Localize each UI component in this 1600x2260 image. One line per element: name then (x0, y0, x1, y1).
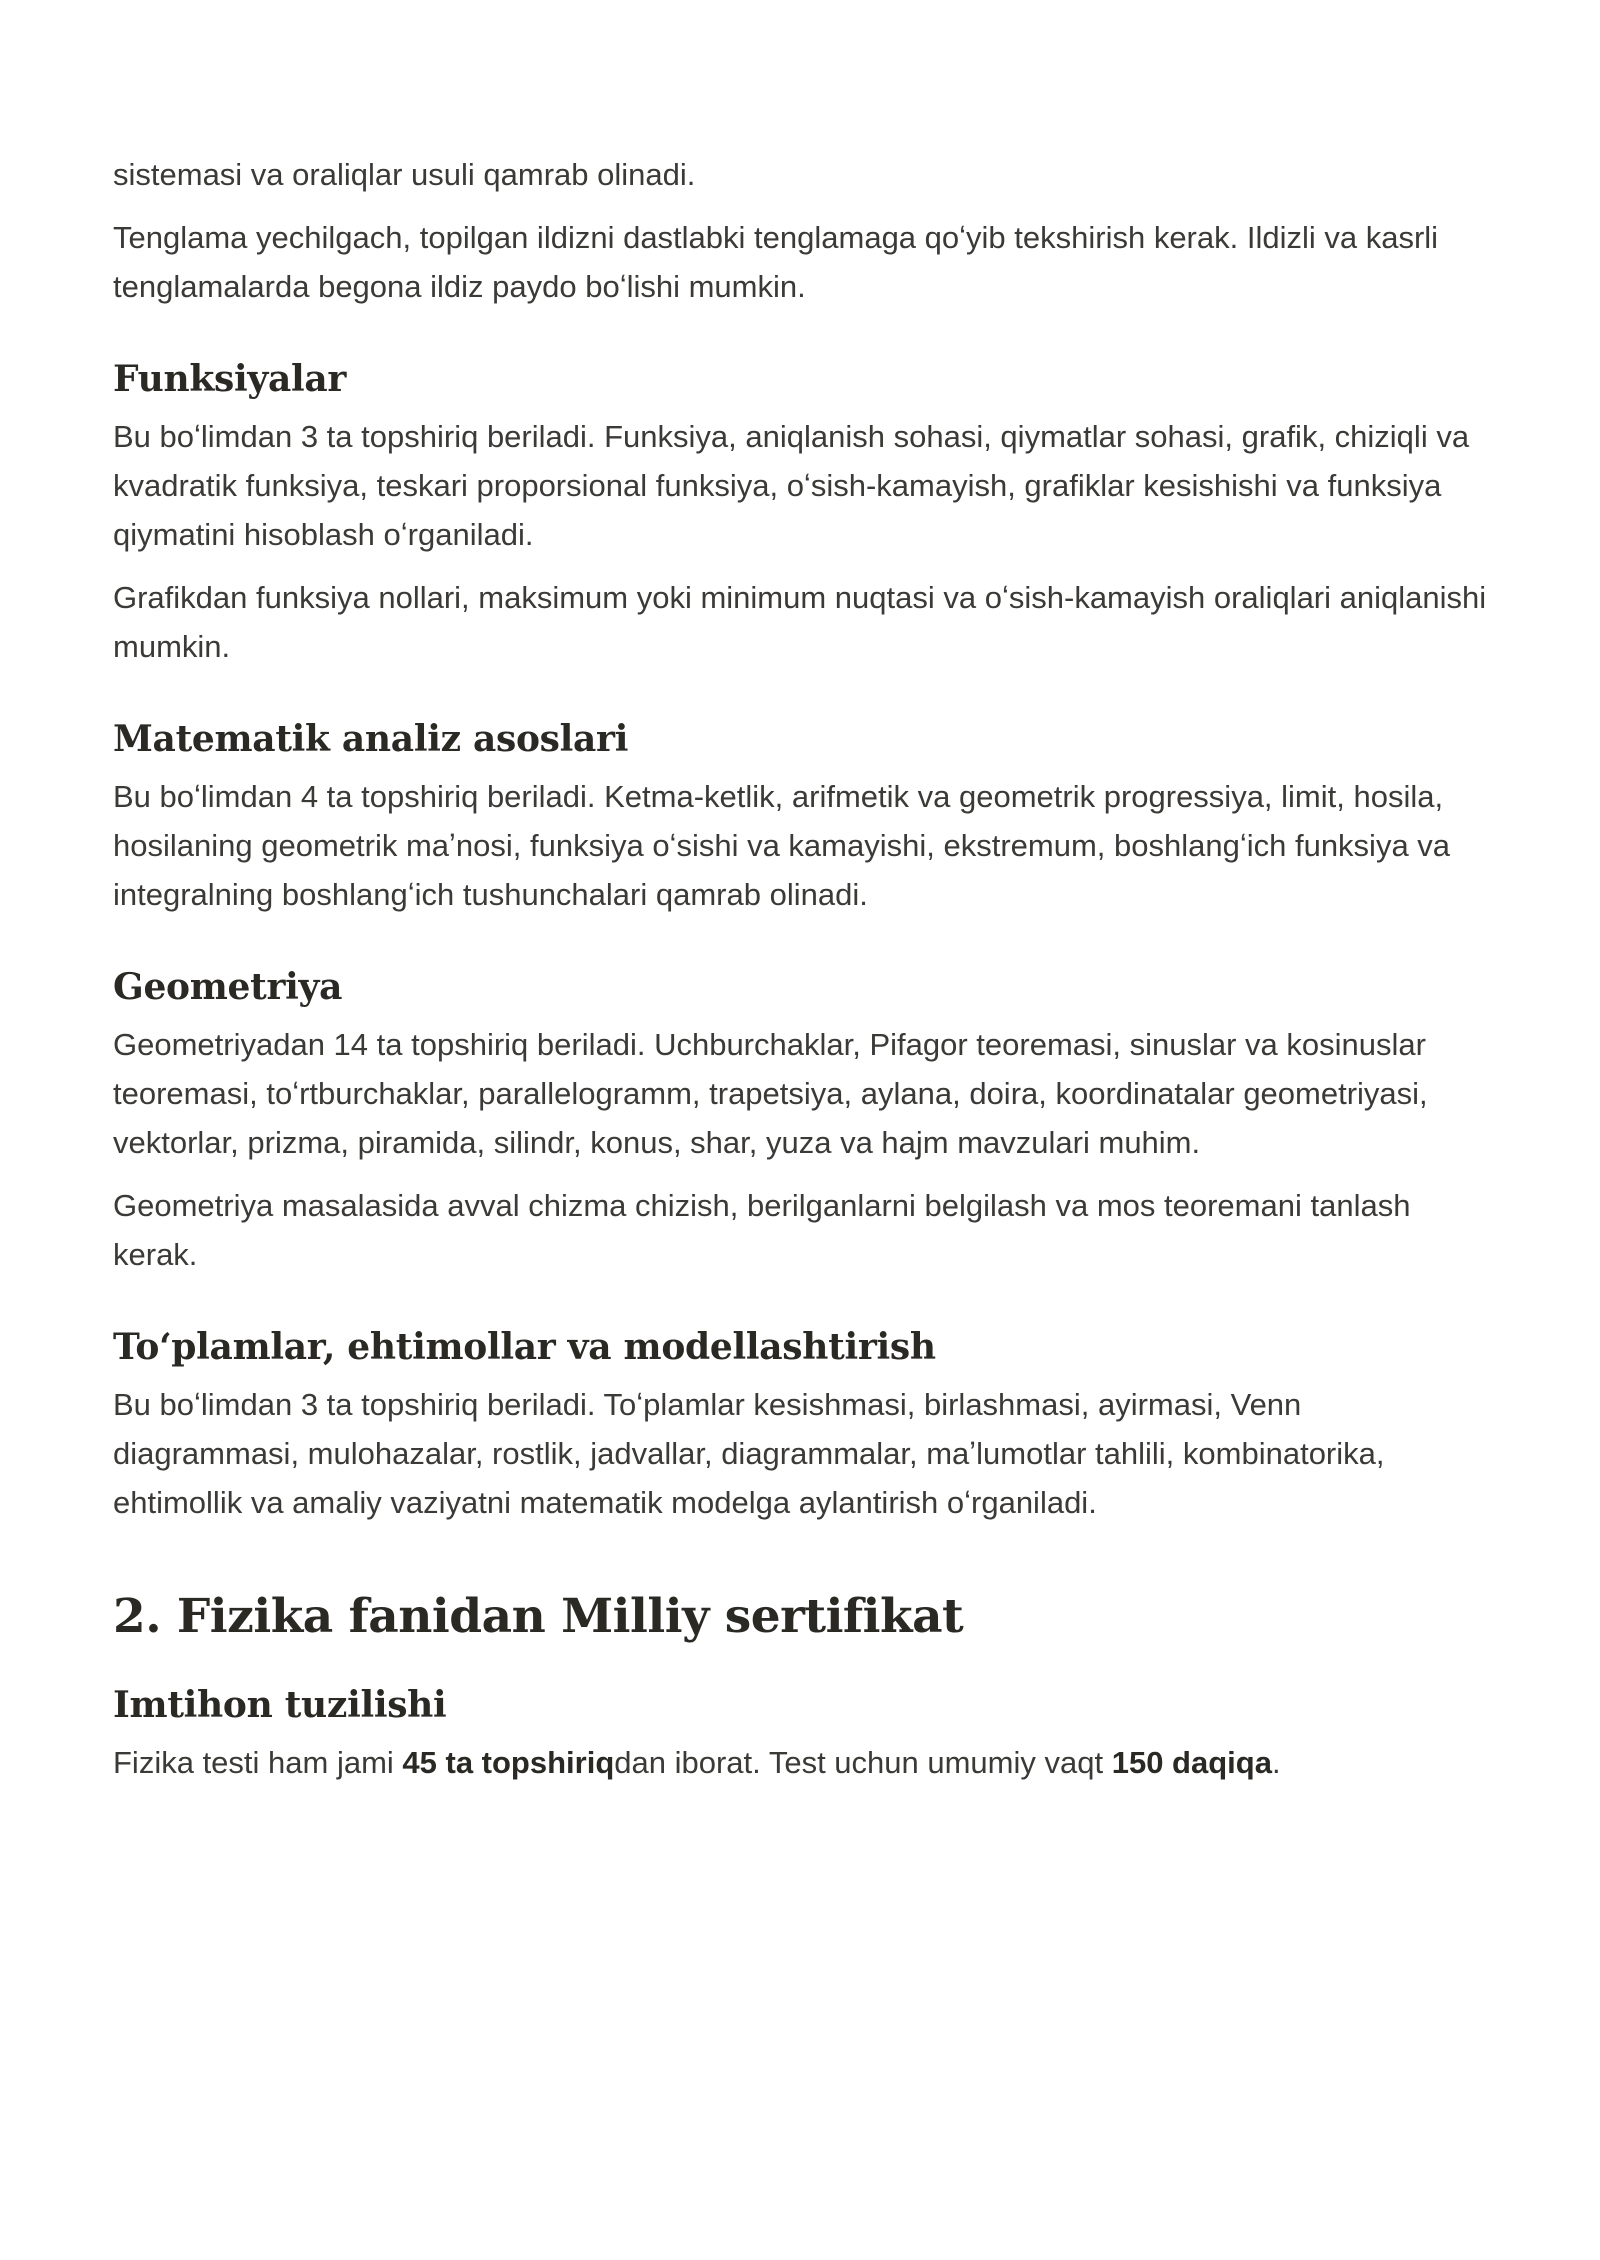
section-heading-toplamlar: Toʻplamlar, ehtimollar va modellashtirish (113, 1326, 936, 1368)
intro-paragraph-2: Tenglama yechilgach, topilgan ildizni dastlabki tenglamaga qoʻyib tekshirish kerak. Ildizli va kasrli tenglamalarda begona ildiz paydo boʻlishi mumkin. (113, 220, 1439, 304)
chapter-heading-fizika: 2. Fizika fanidan Milliy sertifikat (113, 1589, 964, 1644)
analiz-paragraph-1: Bu boʻlimdan 4 ta topshiriq beriladi. Ketma-ketlik, arifmetik va geometrik progressiya, limit, hosila, hosilaning geometrik maʼnosi, funksiya oʻsishi va kamayishi, ekstremum, boshlangʻich funksiya va integralning boshlangʻich tushunchalari qamrab olinadi. (113, 779, 1451, 912)
geometriya-paragraph-1: Geometriyadan 14 ta topshiriq beriladi. Uchburchaklar, Pifagor teoremasi, sinuslar va kosinuslar teoremasi, toʻrtburchaklar, parallelogramm, trapetsiya, aylana, doira, koordinatalar geometriyasi, vektorlar, prizma, piramida, silindr, konus, shar, yuza va hajm mavzulari muhim. (113, 1027, 1428, 1160)
fizika-paragraph-1 (113, 1738, 1493, 1787)
toplamlar-paragraph-1: Bu boʻlimdan 3 ta topshiriq beriladi. Toʻplamlar kesishmasi, birlashmasi, ayirmasi, Venn diagrammasi, mulohazalar, rostlik, jadvallar, diagrammalar, maʼlumotlar tahlili, kombinatorika, ehtimollik va amaliy vaziyatni matematik modelga aylantirish oʻrganiladi. (113, 1387, 1385, 1520)
section-heading-geometriya: Geometriya (113, 966, 343, 1008)
funksiyalar-paragraph-1: Bu boʻlimdan 3 ta topshiriq beriladi. Funksiya, aniqlanish sohasi, qiymatlar sohasi, grafik, chiziqli va kvadratik funksiya, teskari proporsional funksiya, oʻsish-kamayish, grafiklar kesishishi va funksiya qiymatini hisoblash oʻrganiladi. (113, 419, 1470, 552)
intro-paragraph-1: sistemasi va oraliqlar usuli qamrab olinadi. (113, 157, 696, 192)
fizika-text-c: . (1271, 1745, 1281, 1780)
funksiyalar-paragraph-2: Grafikdan funksiya nollari, maksimum yoki minimum nuqtasi va oʻsish-kamayish oraliqlari aniqlanishi mumkin. (113, 580, 1487, 664)
geometriya-paragraph-2: Geometriya masalasida avval chizma chizish, berilganlarni belgilash va mos teoremani tanlash kerak. (113, 1188, 1411, 1272)
fizika-text-a: Fizika testi ham jami (113, 1745, 403, 1780)
fizika-text-b: dan iborat. Test uchun umumiy vaqt (614, 1745, 1112, 1780)
section-heading-imtihon-tuzilishi: Imtihon tuzilishi (113, 1684, 447, 1726)
section-heading-analiz: Matematik analiz asoslari (113, 718, 629, 760)
document-page (113, 150, 1493, 1801)
section-heading-funksiyalar: Funksiyalar (113, 358, 347, 400)
fizika-bold-duration: 150 daqiqa (1111, 1745, 1272, 1780)
fizika-bold-task-count: 45 ta topshiriq (402, 1745, 615, 1780)
